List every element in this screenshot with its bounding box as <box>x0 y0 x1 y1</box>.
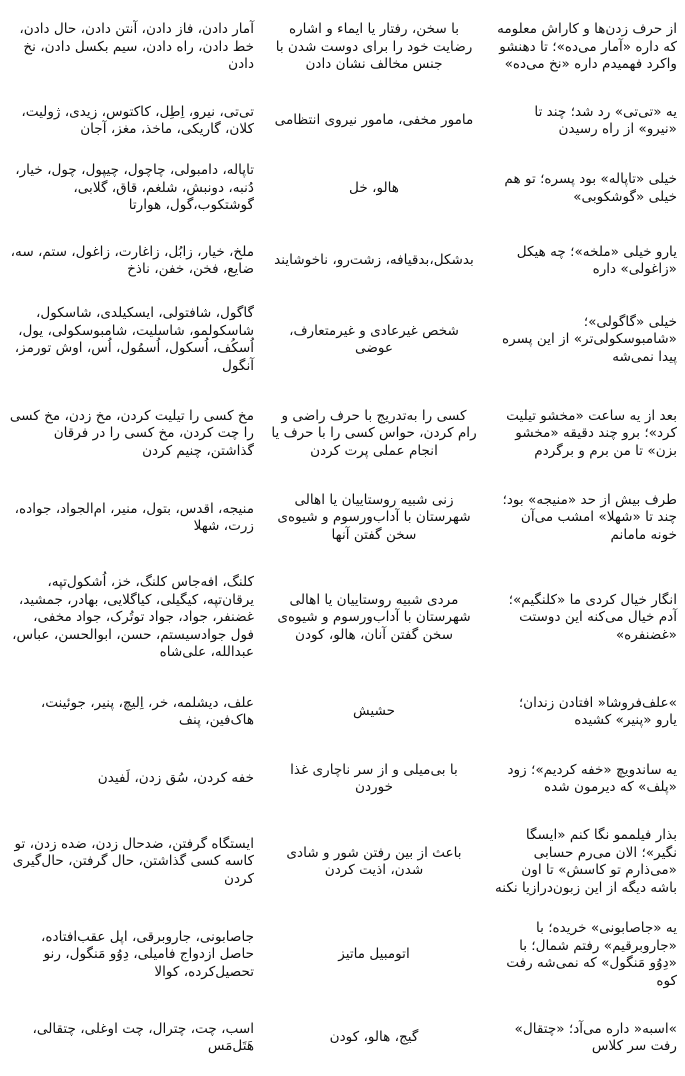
table-row <box>0 388 685 480</box>
synonyms-cell: آمار دادن، فاز دادن، آنتن دادن، حال دادن، خط دادن، راه دادن، سیم بکسل دادن، نخ دادن <box>19 21 254 73</box>
example-cell: خیلی «گاگولی»؛ «شامبوسکولی‌تر» از این پسره پیدا نمی‌شه <box>502 313 677 365</box>
synonyms-cell: ایستگاه گرفتن، ضدحال زدن، ضده زدن، تو کاسه کسی گذاشتن، حال گرفتن، حال‌گیری کردن <box>12 835 254 887</box>
meaning-cell: اتومبیل ماتیز <box>338 946 410 963</box>
synonyms-cell: گاگول، شافتولی، ایسکیلدی، شاسکول، شاسکولمو، شاسلیت، شامبوسکولی، یول، اُسکُف، اُسکول، اُسمُول، اُس، اوش تورمز، آنگول <box>14 305 254 374</box>
meaning-cell: هالو، خل <box>349 179 399 196</box>
table-row <box>0 230 685 292</box>
example-cell: »اسبه« داره می‌آد؛ «چتقال» رفت سر کلاس <box>514 1020 677 1054</box>
meaning-cell: زنی شبیه روستاییان یا اهالی شهرستان با آداب‌ورسوم و شیوه‌ی سخن گفتن آنها <box>277 491 471 543</box>
synonyms-cell: اسب، چت، چترال، چت اوغلی، چتقالی، هَتَل‌مَس <box>32 1020 254 1054</box>
meaning-cell: مردی شبیه روستاییان یا اهالی شهرستان با آداب‌ورسوم و شیوه‌ی سخن گفتن آنان، هالو، کودن <box>277 591 471 643</box>
synonyms-cell: کلنگ، افه‌جاس کلنگ، خز، اُشکول‌تپه، یرقان‌تپه، کیگیلی، کیاگلایی، بهادر، جمشید، غضنفر، جواد، جواد توتُرک، جواد مخفی، فول جوادسیستم، حسن، ابوالحسن، عباس، عبدالله، علی‌شاه <box>12 574 254 661</box>
synonyms-cell: ملخ، خیار، زابُل، زاغارت، زاغول، ستم، سه، ضایع، فخن، خفن، ناذخ <box>10 243 254 277</box>
meaning-cell: با بی‌میلی و از سر ناچاری غذا خوردن <box>290 761 458 795</box>
synonyms-cell: خفه کردن، سُق زدن، لَفیدن <box>97 770 254 787</box>
table-row <box>0 556 685 680</box>
meaning-cell: باعث از بین رفتن شور و شادی شدن، اذیت کردن <box>286 844 462 878</box>
example-cell: یه «تی‌تی» رد شد؛ چند تا «نیرو» از راه رسیدن <box>534 103 677 137</box>
meaning-cell: کسی را به‌تدریج با حرف راضی و رام کردن، حواس کسی را با حرف یا انجام عملی پرت کردن <box>271 407 477 459</box>
meaning-cell: گیج، هالو، کودن <box>329 1029 419 1046</box>
table-row <box>0 147 685 230</box>
synonyms-cell: منیجه، اقدس، بتول، منیر، ام‌الجواد، جواده، زرت، شهلا <box>14 500 254 534</box>
table-row <box>0 95 685 147</box>
example-cell: یه ساندویچ «خفه کردیم»؛ زود «پلف» که دیرمون شده <box>507 761 677 795</box>
table-row <box>0 744 685 814</box>
meaning-cell: حشیش <box>353 703 395 720</box>
table-row <box>0 814 685 910</box>
example-cell: بعد از یه ساعت «مخشو تیلیت کرد»؛ برو چند دقیقه «مخشو بزن» تا من برم و برگردم <box>506 407 677 459</box>
example-cell: از حرف زدن‌ها و کاراش معلومه که داره «آمار می‌ده»؛ تا دهنشو واکرد فهمیدم داره «نخ می‌ده» <box>497 21 677 73</box>
table-row <box>0 910 685 1000</box>
meaning-cell: با سخن، رفتار یا ایماء و اشاره رضایت خود را برای دوست شدن با جنس مخالف نشان دادن <box>275 21 473 73</box>
synonyms-cell: مخ کسی را تیلیت کردن، مخ زدن، مخ کسی را چت کردن، مخ کسی را در فرقان گذاشتن، چنیم کردن <box>9 407 254 459</box>
synonyms-cell: تاپاله، دامبولی، چاچول، چیپول، چول، خیار، دُنبه، دونبش، شلغم، قاق، گلابی، گوشتکوب،گول، هوارتا <box>15 162 254 214</box>
example-cell: بذار فیلممو نگا کنم «ایسگا نگیر»؛ الان می‌رم حسابی «می‌ذارم تو کاسش» تا اون باشه دیگه از این زبون‌درازیا نکنه <box>494 827 677 896</box>
synonyms-cell: علف، دیشلمه، خر، اِلیچ، پنیر، جوئینت، هاک‌فین، پنف <box>40 694 254 728</box>
meaning-cell: بدشکل،بدقیافه، زشت‌رو، ناخوشایند <box>274 252 474 269</box>
table-row <box>0 480 685 556</box>
synonyms-cell: جاصابونی، جاروبرقی، اپل عقب‌افتاده، حاصل ازدواج فامیلی، دِوُو مَنگول، رنو تحصیل‌کرده، کوالا <box>41 928 254 980</box>
example-cell: انگار خیال کردی ما «کلنگیم»؛ آدم خیال می‌کنه این دوستت «غضنفره» <box>508 591 677 643</box>
table-row <box>0 292 685 388</box>
table-row <box>0 680 685 744</box>
synonyms-cell: تی‌تی، نیرو، اِطِل، کاکتوس، زیدی، ژولیت، کلان، گاریکی، ماخذ، مغز، آجان <box>21 103 254 137</box>
table-row <box>0 1000 685 1076</box>
meaning-cell: مامور مخفی، مامور نیروی انتظامی <box>274 112 474 129</box>
example-cell: یارو خیلی «ملخه»؛ چه هیکل «زاغولی» داره <box>516 243 677 277</box>
example-cell: »علف‌فروشا« افتادن زندان؛ یارو «پنیر» کشیده <box>518 694 677 728</box>
example-cell: یه «جاصابونی» خریده؛ با «جاروبرقیم» رفتم شمال؛ با «دِوُو مَنگول» که نمی‌شه رفت کوه <box>506 920 677 989</box>
table-row <box>0 0 685 95</box>
example-cell: طرف بیش از حد «منیجه» بود؛ چند تا «شهلا» امشب می‌آن خونه مامانم <box>502 491 677 543</box>
example-cell: خیلی «تاپاله» بود پسره؛ تو هم خیلی «گوشکوبی» <box>504 171 677 205</box>
meaning-cell: شخص غیرعادی و غیرمتعارف، عوضی <box>289 322 459 356</box>
